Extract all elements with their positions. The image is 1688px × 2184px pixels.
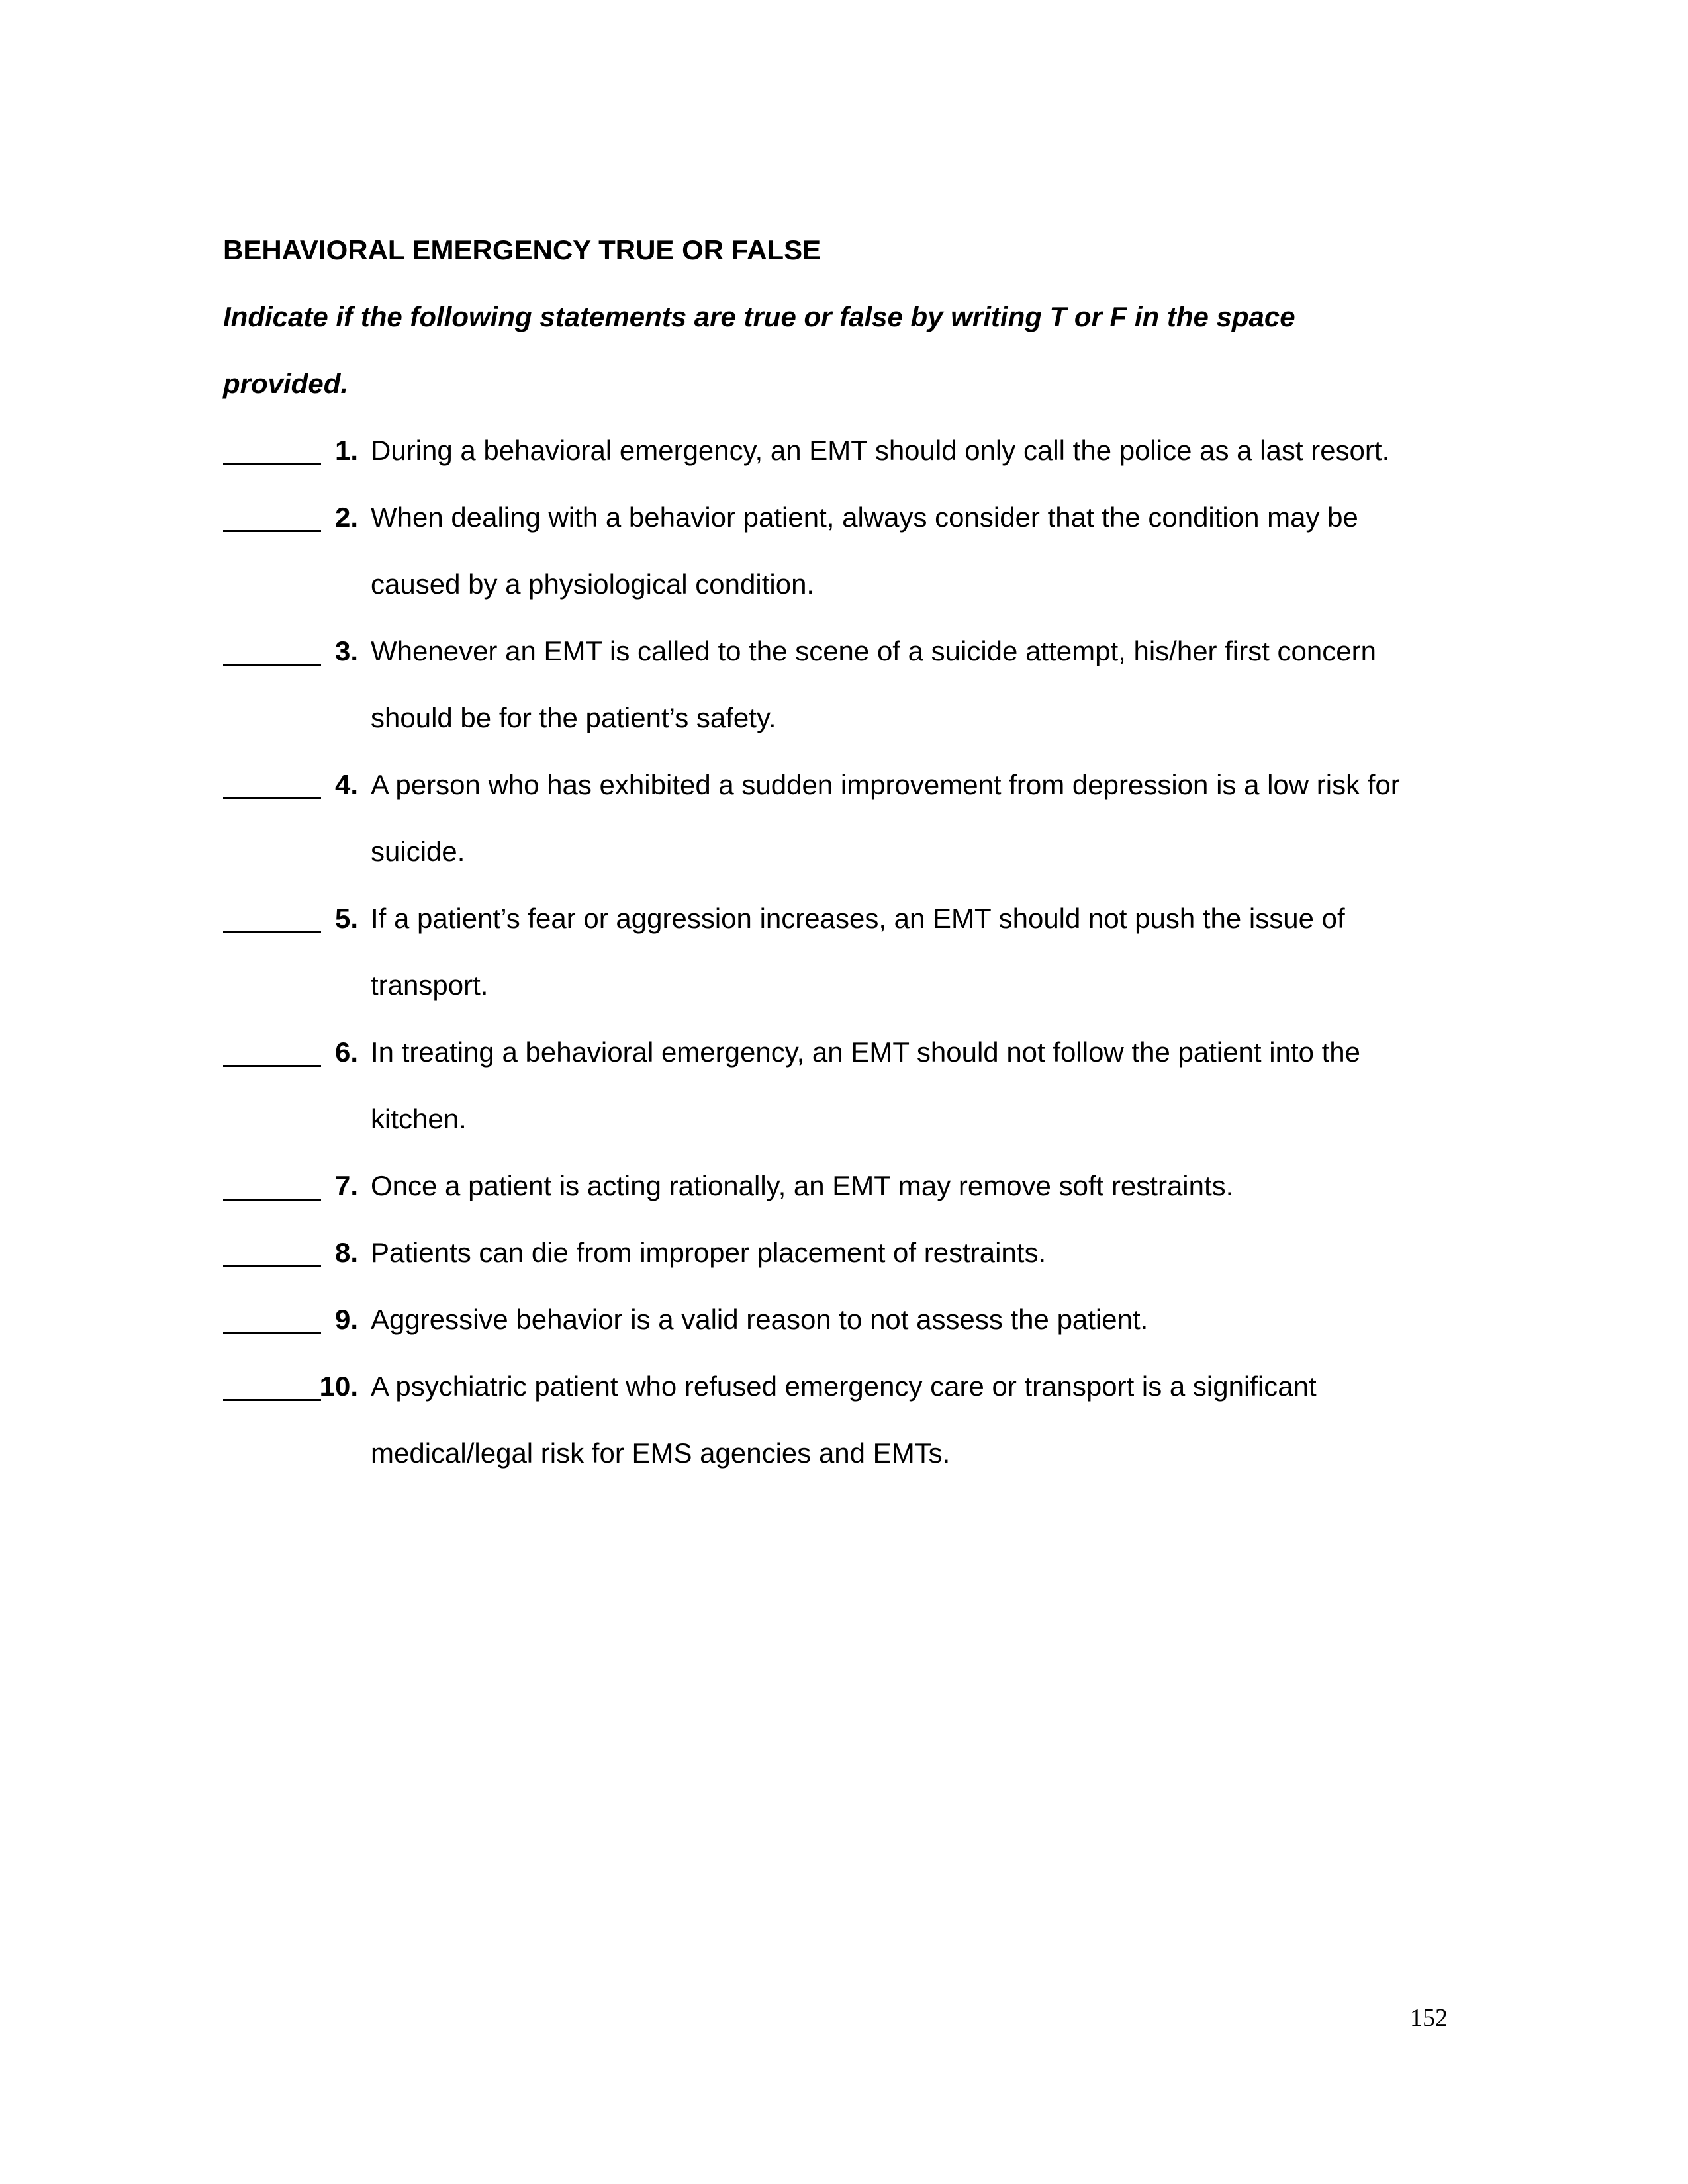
- question-text: Whenever an EMT is called to the scene of a suicide attempt, his/her first concern: [371, 635, 1376, 666]
- question-text: Aggressive behavior is a valid reason to not assess the patient.: [371, 1304, 1149, 1335]
- question-item: [223, 1234, 1481, 1301]
- question-list: [223, 432, 1481, 1502]
- question-text: In treating a behavioral emergency, an EMT should not follow the patient into the: [371, 1036, 1361, 1068]
- question-text: transport.: [371, 970, 489, 1001]
- question-text: kitchen.: [371, 1103, 467, 1134]
- worksheet-content: [223, 232, 1481, 1502]
- question-text: medical/legal risk for EMS agencies and EMTs.: [371, 1437, 951, 1469]
- question-text: suicide.: [371, 836, 465, 867]
- question-item: [223, 1301, 1481, 1368]
- question-continuation: [223, 967, 1481, 1034]
- question-number: 9.: [334, 1304, 358, 1335]
- question-number: 5.: [334, 903, 358, 934]
- question-text: Once a patient is acting rationally, an EMT may remove soft restraints.: [371, 1170, 1234, 1201]
- question-item: [223, 633, 1481, 700]
- question-text: A person who has exhibited a sudden improvement from depression is a low risk for: [371, 769, 1400, 800]
- question-continuation: [223, 700, 1481, 766]
- question-continuation: [223, 1435, 1481, 1502]
- question-text: During a behavioral emergency, an EMT should only call the police as a last resort.: [371, 435, 1390, 466]
- question-item: [223, 1167, 1481, 1234]
- question-text: A psychiatric patient who refused emergency care or transport is a significant: [371, 1371, 1317, 1402]
- question-continuation: [223, 833, 1481, 900]
- question-number: 10.: [319, 1371, 358, 1402]
- question-text: caused by a physiological condition.: [371, 569, 815, 600]
- question-number: 6.: [334, 1036, 358, 1068]
- question-item: [223, 1368, 1481, 1435]
- worksheet-title: BEHAVIORAL EMERGENCY TRUE OR FALSE: [223, 234, 821, 265]
- question-number: 3.: [334, 635, 358, 666]
- question-text: When dealing with a behavior patient, always consider that the condition may be: [371, 502, 1358, 533]
- question-number: 8.: [334, 1237, 358, 1268]
- question-number: 2.: [334, 502, 358, 533]
- page-number: 152: [1410, 2004, 1448, 2032]
- question-number: 7.: [334, 1170, 358, 1201]
- question-item: [223, 499, 1481, 566]
- question-number: 4.: [334, 769, 358, 800]
- instructions-line-1: Indicate if the following statements are true or false by writing T or F in the space: [223, 301, 1295, 332]
- question-continuation: [223, 566, 1481, 633]
- question-text: should be for the patient’s safety.: [371, 702, 776, 733]
- question-item: [223, 432, 1481, 499]
- instructions-line-2: provided.: [223, 368, 349, 399]
- question-item: [223, 766, 1481, 833]
- question-continuation: [223, 1101, 1481, 1167]
- question-text: If a patient’s fear or aggression increases, an EMT should not push the issue of: [371, 903, 1345, 934]
- question-number: 1.: [334, 435, 358, 466]
- question-text: Patients can die from improper placement of restraints.: [371, 1237, 1047, 1268]
- question-item: [223, 1034, 1481, 1101]
- question-item: [223, 900, 1481, 967]
